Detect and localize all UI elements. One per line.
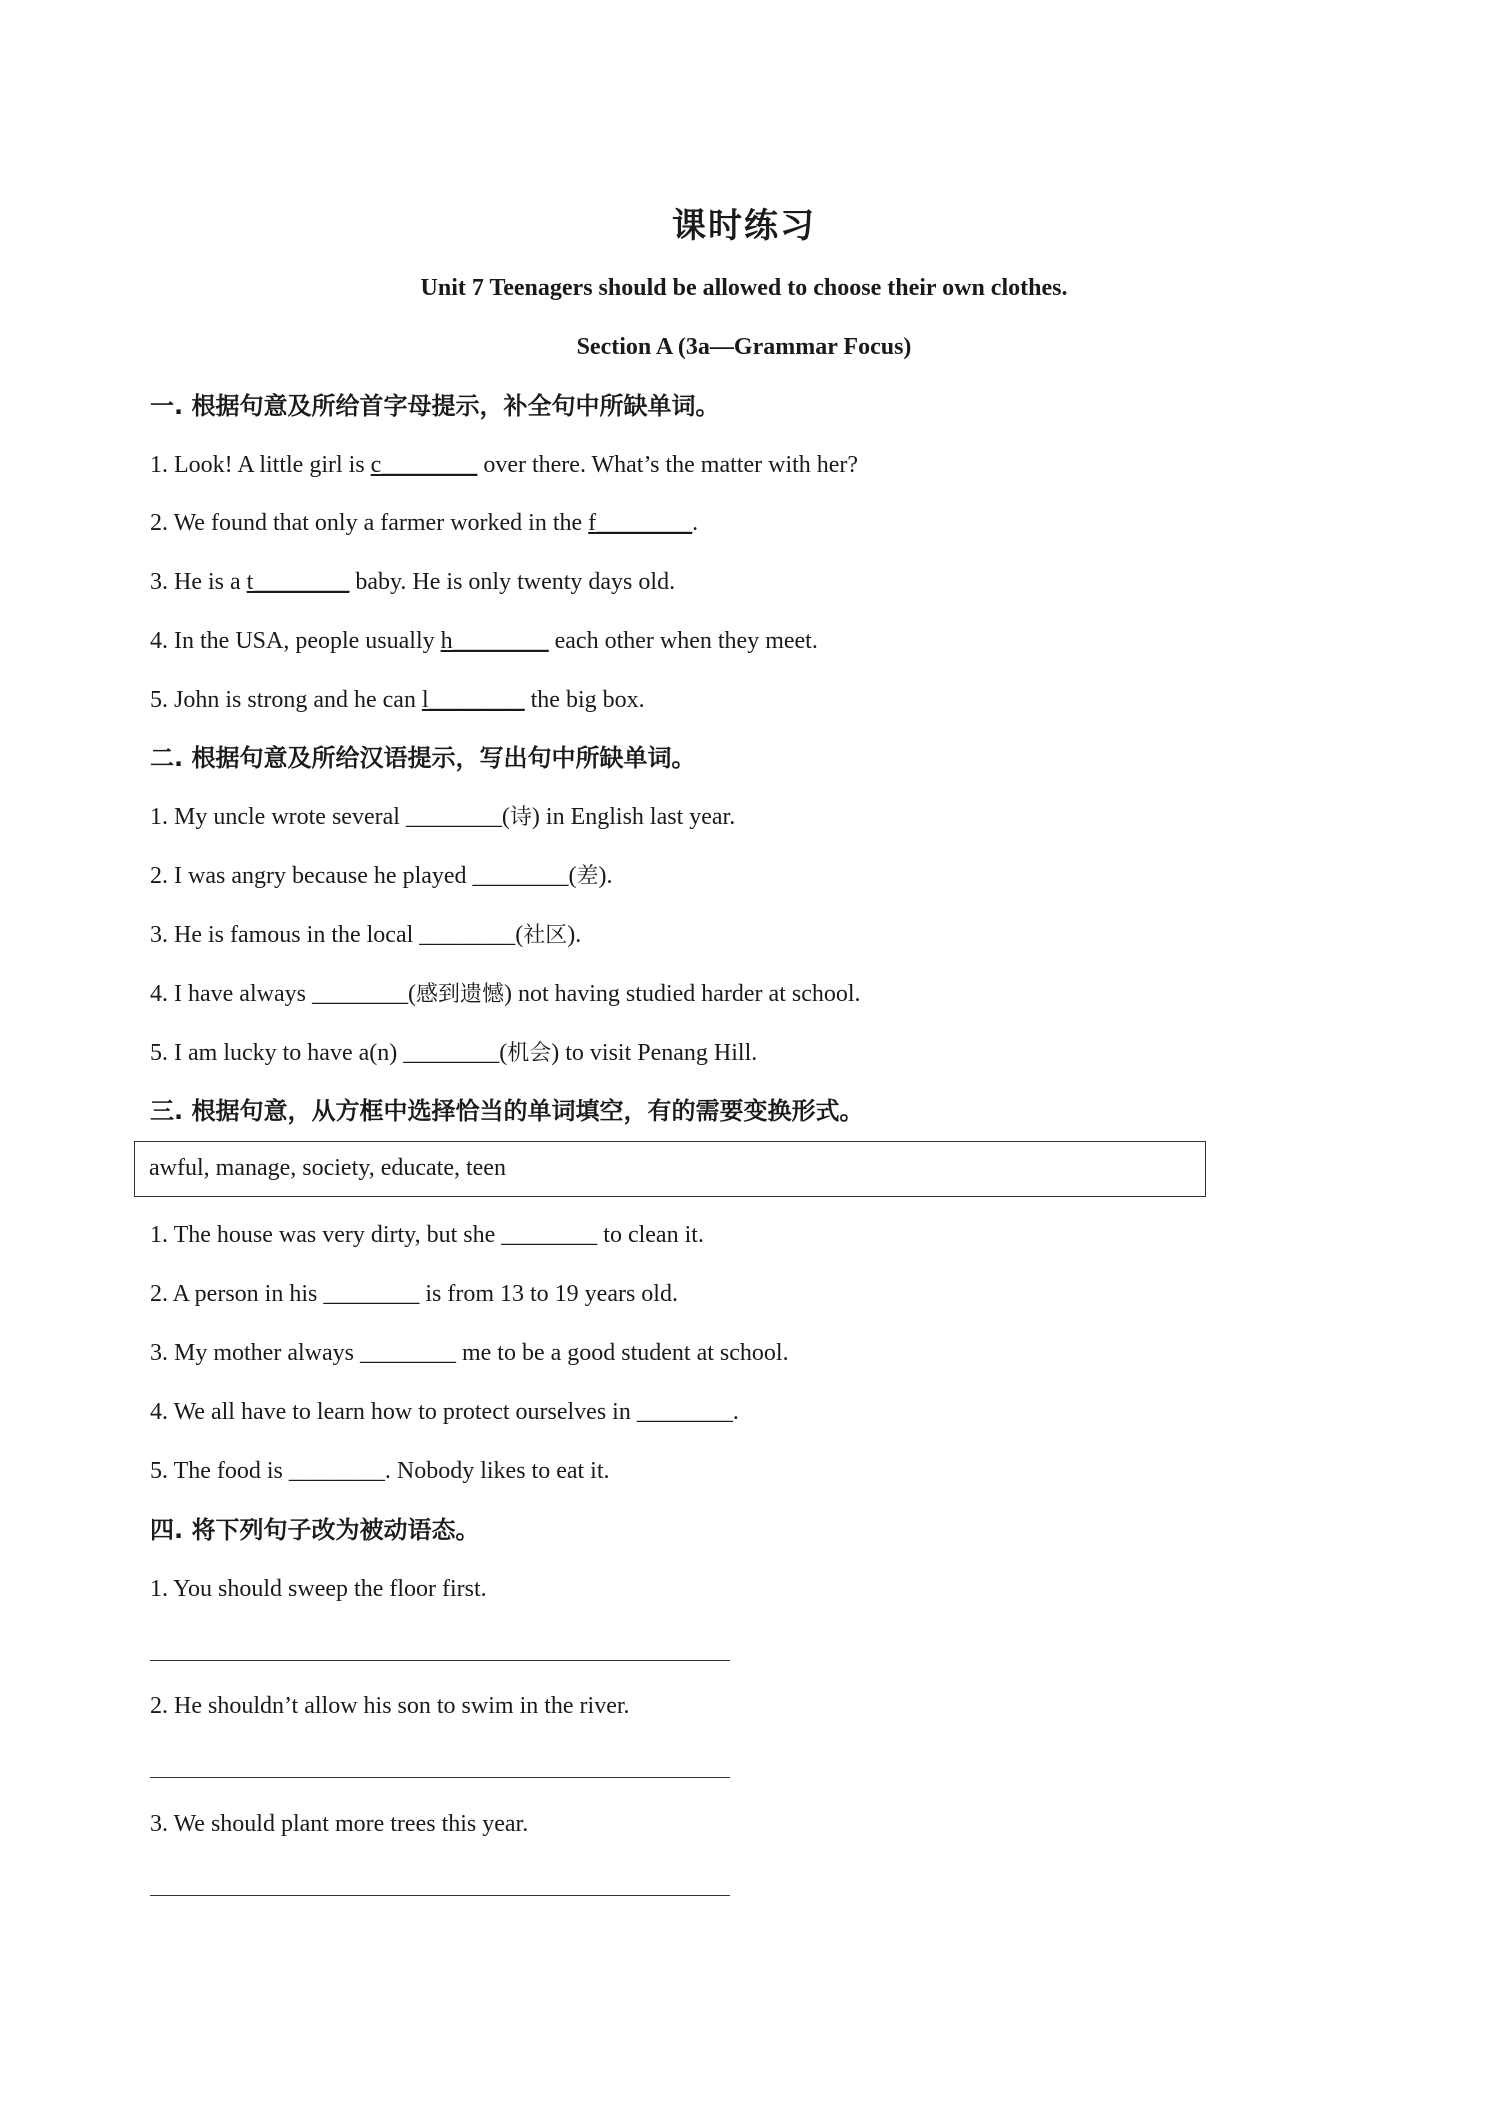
part1-item-3 <box>150 567 675 597</box>
part1-heading: 一. 根据句意及所给首字母提示，补全句中所缺单词。 <box>150 392 720 420</box>
item-text: ). <box>567 922 582 948</box>
part3-item-4: 4. We all have to learn how to protect ourselves in ________. <box>150 1399 739 1425</box>
item-text: ) in English last year. <box>531 804 736 830</box>
fill-blank[interactable]: c________ <box>370 452 478 478</box>
part4-item-3: 3. We should plant more trees this year. <box>150 1811 529 1837</box>
item-text: . <box>692 510 699 536</box>
item-text: 3. He is a <box>150 569 247 595</box>
fill-blank[interactable]: t________ <box>246 569 350 595</box>
item-text: ) not having studied harder at school. <box>503 981 861 1007</box>
fill-blank[interactable]: l________ <box>421 687 525 713</box>
item-text: 4. I have always ________( <box>150 981 416 1007</box>
part3-item-2: 2. A person in his ________ is from 13 to 19 years old. <box>150 1281 678 1307</box>
answer-line[interactable] <box>150 1895 730 1896</box>
part2-item-4 <box>150 979 861 1010</box>
item-text: the big box. <box>524 687 645 713</box>
item-text: 5. John is strong and he can <box>150 687 422 713</box>
item-text: 1. Look! A little girl is <box>150 452 371 478</box>
item-text: baby. He is only twenty days old. <box>349 569 676 595</box>
chinese-hint: 社区 <box>523 923 568 948</box>
section-title: Section A (3a—Grammar Focus) <box>576 334 912 360</box>
part1-item-1 <box>150 450 858 480</box>
item-text: 5. I am lucky to have a(n) ________( <box>150 1040 508 1066</box>
part2-item-5 <box>150 1038 757 1069</box>
word-box <box>134 1141 1206 1197</box>
part2-heading: 二. 根据句意及所给汉语提示，写出句中所缺单词。 <box>150 744 696 772</box>
item-text: ) to visit Penang Hill. <box>551 1040 758 1066</box>
chinese-hint: 机会 <box>507 1041 552 1066</box>
answer-line[interactable] <box>150 1777 730 1778</box>
item-text: 1. My uncle wrote several ________( <box>150 804 510 830</box>
item-text: 2. I was angry because he played ________( <box>150 863 577 889</box>
part3-heading: 三. 根据句意，从方框中选择恰当的单词填空，有的需要变换形式。 <box>150 1097 864 1125</box>
item-text: 2. We found that only a farmer worked in the <box>150 510 589 536</box>
fill-blank[interactable]: h________ <box>440 628 549 654</box>
item-text: ). <box>598 863 613 889</box>
unit-title: Unit 7 Teenagers should be allowed to choose their own clothes. <box>420 275 1068 301</box>
part2-item-1 <box>150 802 735 833</box>
part4-item-1: 1. You should sweep the floor first. <box>150 1576 487 1602</box>
part1-item-2 <box>150 508 698 538</box>
part4-heading: 四. 将下列句子改为被动语态。 <box>150 1516 480 1544</box>
item-text: 3. He is famous in the local ________( <box>150 922 524 948</box>
part4-item-2: 2. He shouldn’t allow his son to swim in the river. <box>150 1693 630 1719</box>
part3-item-1: 1. The house was very dirty, but she ________ to clean it. <box>150 1222 704 1248</box>
part2-item-3 <box>150 920 581 951</box>
chinese-hint: 感到遗憾 <box>415 982 504 1007</box>
item-text: each other when they meet. <box>548 628 818 654</box>
fill-blank[interactable]: f________ <box>588 510 693 536</box>
part3-item-5: 5. The food is ________. Nobody likes to eat it. <box>150 1458 610 1484</box>
item-text: 4. In the USA, people usually <box>150 628 441 654</box>
chinese-hint: 诗 <box>509 805 532 830</box>
chinese-hint: 差 <box>576 864 599 889</box>
answer-line[interactable] <box>150 1660 730 1661</box>
word-box-text: awful, manage, society, educate, teen <box>149 1155 506 1181</box>
part1-item-5 <box>150 685 645 715</box>
item-text: over there. What’s the matter with her? <box>477 452 859 478</box>
part3-item-3: 3. My mother always ________ me to be a good student at school. <box>150 1340 789 1366</box>
page-title: 课时练习 <box>672 206 816 246</box>
part2-item-2 <box>150 861 613 892</box>
part1-item-4 <box>150 626 818 656</box>
